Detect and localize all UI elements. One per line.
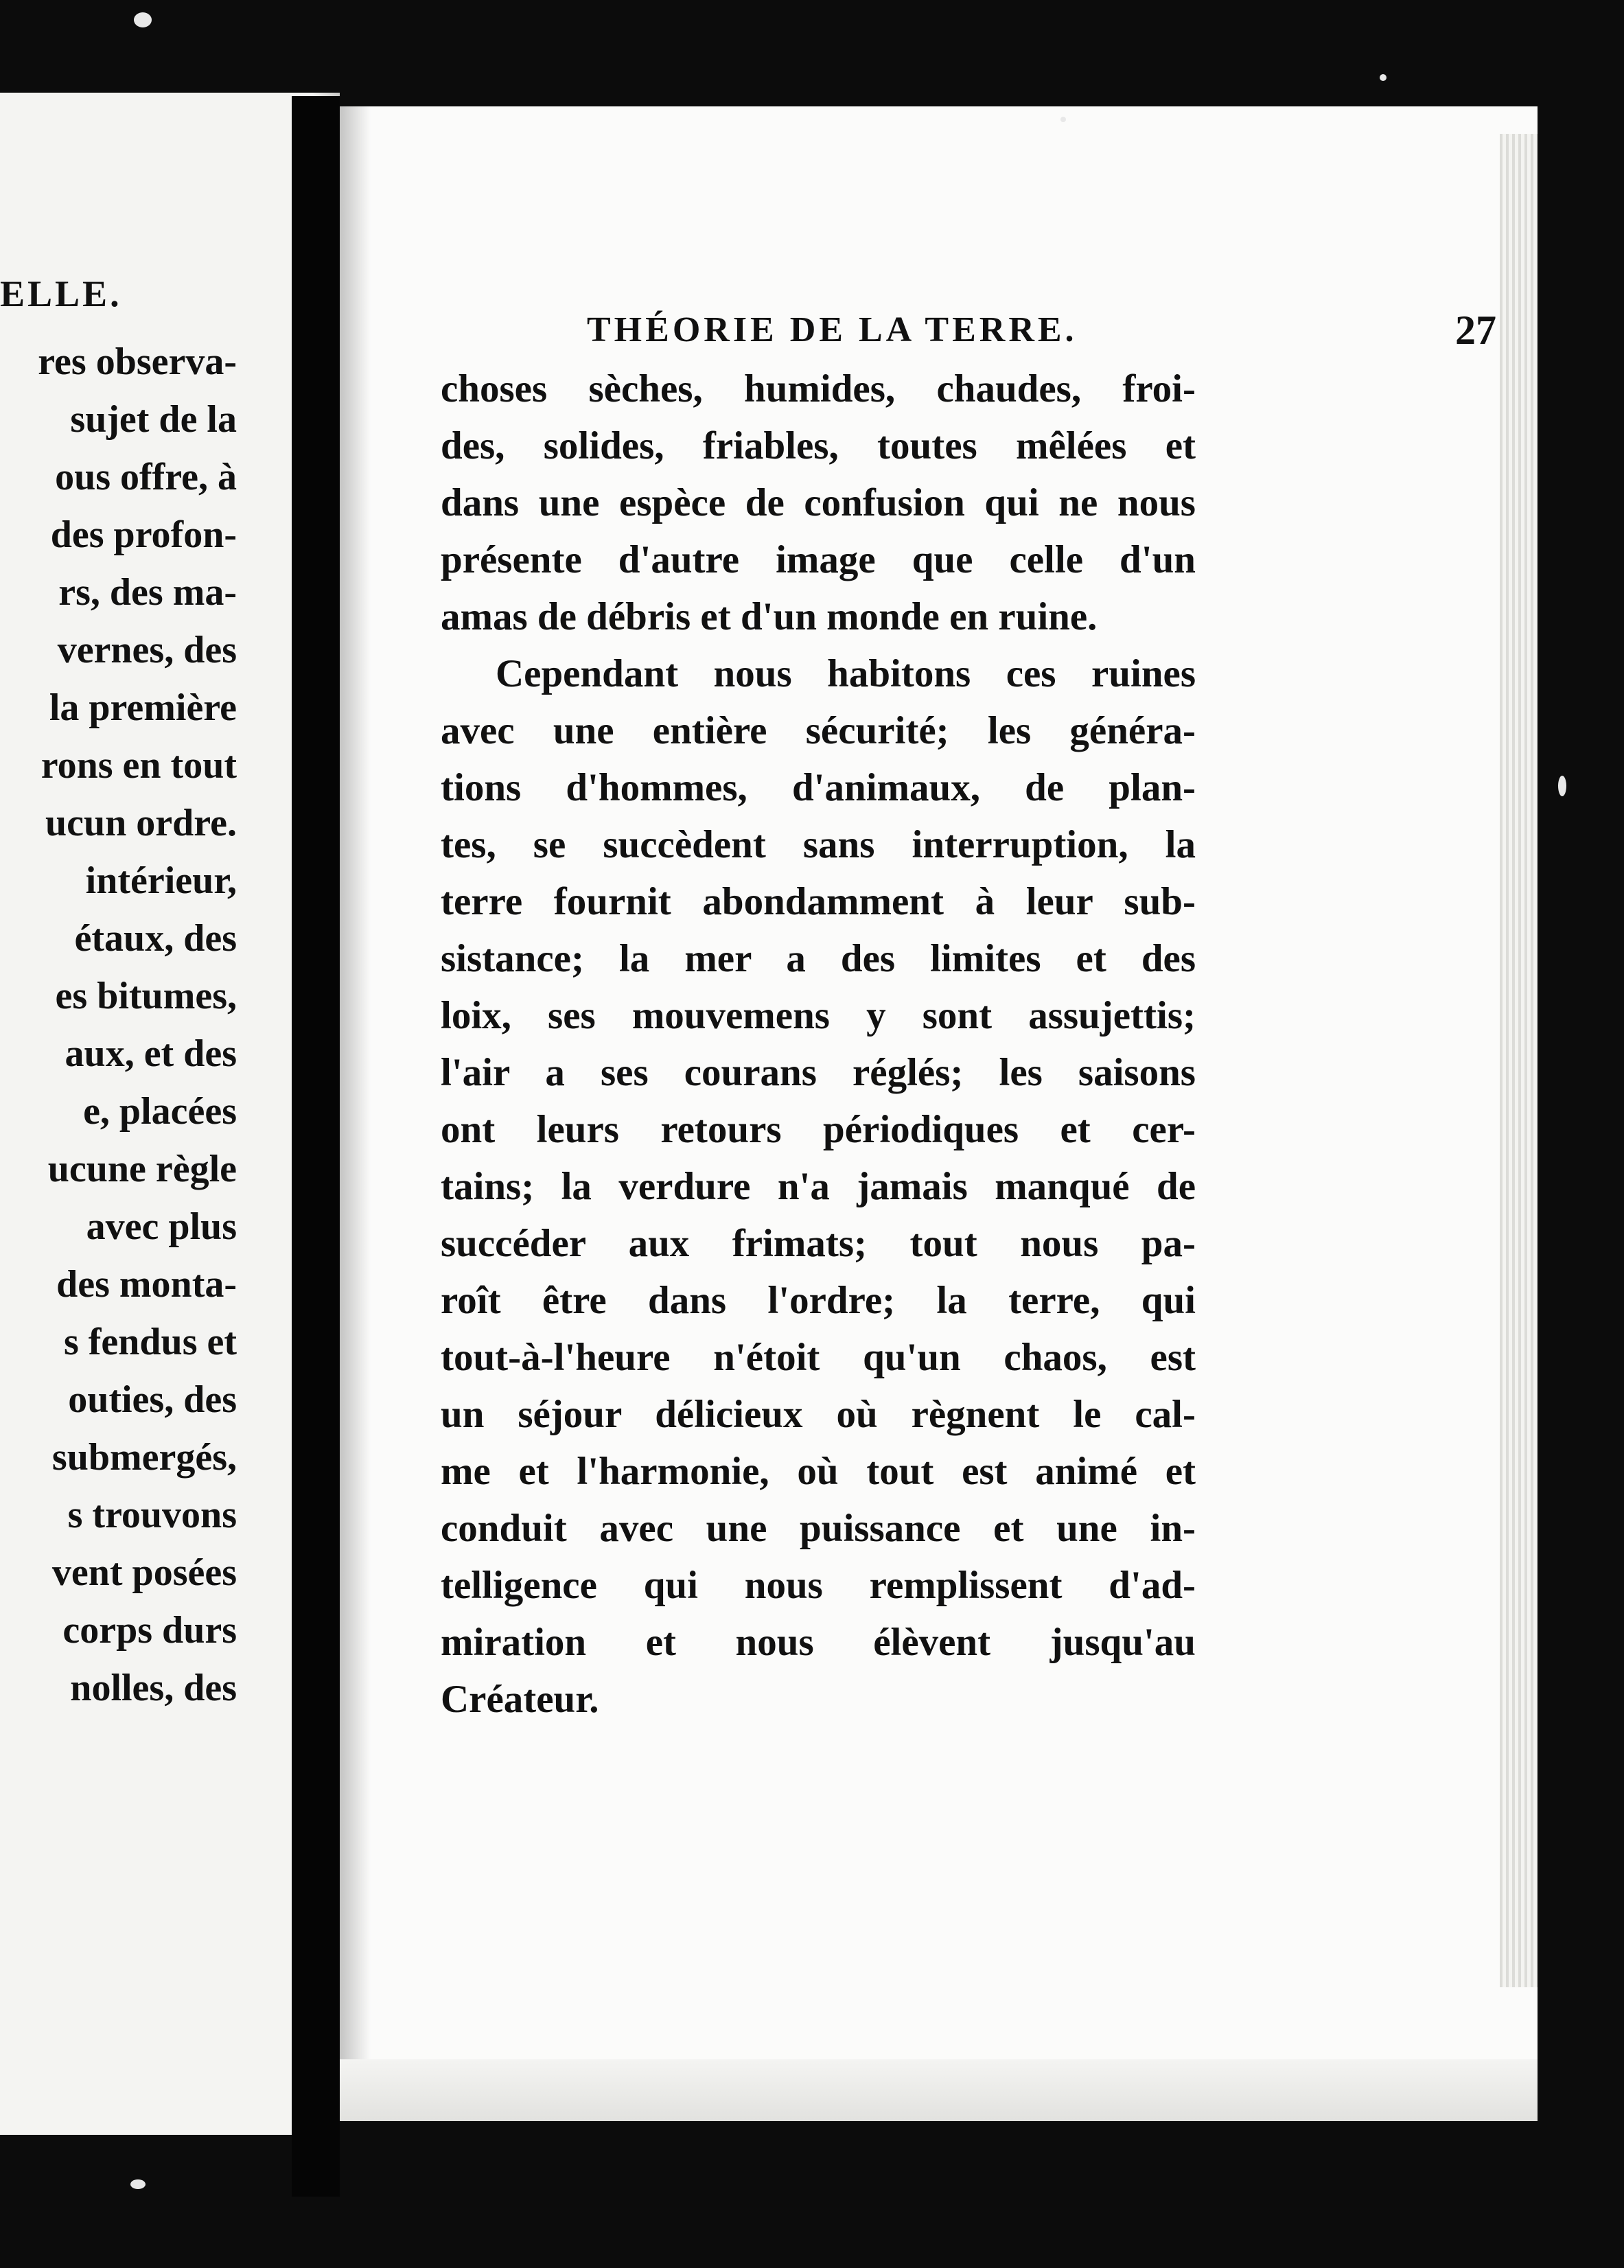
running-title: THÉORIE DE LA TERRE. xyxy=(587,310,1078,349)
left-text-line: des profon- xyxy=(50,513,237,556)
body-text xyxy=(441,360,1196,1728)
text-line: Créateur. xyxy=(441,1678,599,1721)
scan-speck xyxy=(1060,117,1066,122)
gutter-shadow xyxy=(340,106,371,2121)
left-text-line: intérieur, xyxy=(85,859,237,902)
running-head xyxy=(587,303,1538,358)
left-text-line: sujet de la xyxy=(70,398,237,441)
left-text-line: avec plus xyxy=(86,1205,237,1248)
right-page xyxy=(340,106,1538,2121)
left-text-line: res observa- xyxy=(38,340,237,383)
text-line: loix, ses mouvemens y sont assujettis; xyxy=(441,994,1196,1037)
text-line: avec une entière sécurité; les généra- xyxy=(441,709,1196,752)
paragraph-first-line: Cependant nous habitons ces ruines xyxy=(496,652,1196,695)
left-text-line: aux, et des xyxy=(65,1032,237,1075)
left-text-line: la première xyxy=(49,686,237,729)
left-text-line: vent posées xyxy=(51,1551,237,1594)
text-line: miration et nous élèvent jusqu'au xyxy=(441,1621,1196,1664)
text-line: succéder aux frimats; tout nous pa- xyxy=(441,1222,1196,1265)
book-gutter xyxy=(292,96,340,2197)
text-line: amas de débris et d'un monde en ruine. xyxy=(441,595,1098,638)
text-line: tout-à-l'heure n'étoit qu'un chaos, est xyxy=(441,1336,1196,1379)
text-line: choses sèches, humides, chaudes, froi- xyxy=(441,367,1196,410)
left-text-line: s trouvons xyxy=(67,1494,237,1536)
text-line: dans une espèce de confusion qui ne nous xyxy=(441,481,1196,524)
page-number: 27 xyxy=(1455,308,1496,353)
scan-speck xyxy=(134,12,152,27)
left-text-line: ucune règle xyxy=(47,1148,237,1190)
left-text-line: rs, des ma- xyxy=(58,571,237,614)
text-line: conduit avec une puissance et une in- xyxy=(441,1507,1196,1550)
left-text-line: outies, des xyxy=(68,1378,237,1421)
left-page-text xyxy=(0,333,237,1717)
text-line: telligence qui nous remplissent d'ad- xyxy=(441,1564,1196,1607)
left-page xyxy=(0,93,340,2135)
left-text-line: nolles, des xyxy=(70,1667,237,1709)
left-text-line: corps durs xyxy=(62,1609,237,1652)
left-text-line: étaux, des xyxy=(74,917,237,960)
page-bottom-edge xyxy=(340,2059,1538,2121)
text-line: des, solides, friables, toutes mêlées et xyxy=(441,424,1196,467)
text-line: sistance; la mer a des limites et des xyxy=(441,937,1196,980)
text-line: ont leurs retours périodiques et cer- xyxy=(441,1108,1196,1151)
left-text-line: es bitumes, xyxy=(55,975,237,1017)
left-text-line: s fendus et xyxy=(63,1321,237,1363)
left-text-line: e, placées xyxy=(83,1090,237,1133)
text-line: tions d'hommes, d'animaux, de plan- xyxy=(441,766,1196,809)
left-text-line: ous offre, à xyxy=(55,456,237,498)
text-line: me et l'harmonie, où tout est animé et xyxy=(441,1450,1196,1493)
page-edge-stack xyxy=(1500,134,1538,1987)
text-line: l'air a ses courans réglés; les saisons xyxy=(441,1051,1196,1094)
text-line: tes, se succèdent sans interruption, la xyxy=(441,823,1196,866)
text-line: tains; la verdure n'a jamais manqué de xyxy=(441,1165,1196,1208)
left-page-running-head: ELLE. xyxy=(0,273,122,314)
left-text-line: submergés, xyxy=(51,1436,237,1479)
left-text-line: des monta- xyxy=(56,1263,237,1306)
text-line: un séjour délicieux où règnent le cal- xyxy=(441,1393,1196,1436)
left-text-line: rons en tout xyxy=(40,744,237,787)
text-line: présente d'autre image que celle d'un xyxy=(441,538,1196,581)
left-text-line: ucun ordre. xyxy=(45,802,237,844)
scan-speck xyxy=(1380,74,1387,81)
scan-speck xyxy=(130,2179,146,2189)
scan-speck xyxy=(1558,776,1566,796)
text-line: terre fournit abondamment à leur sub- xyxy=(441,880,1196,923)
text-line: roît être dans l'ordre; la terre, qui xyxy=(441,1279,1196,1322)
left-text-line: vernes, des xyxy=(57,629,237,671)
